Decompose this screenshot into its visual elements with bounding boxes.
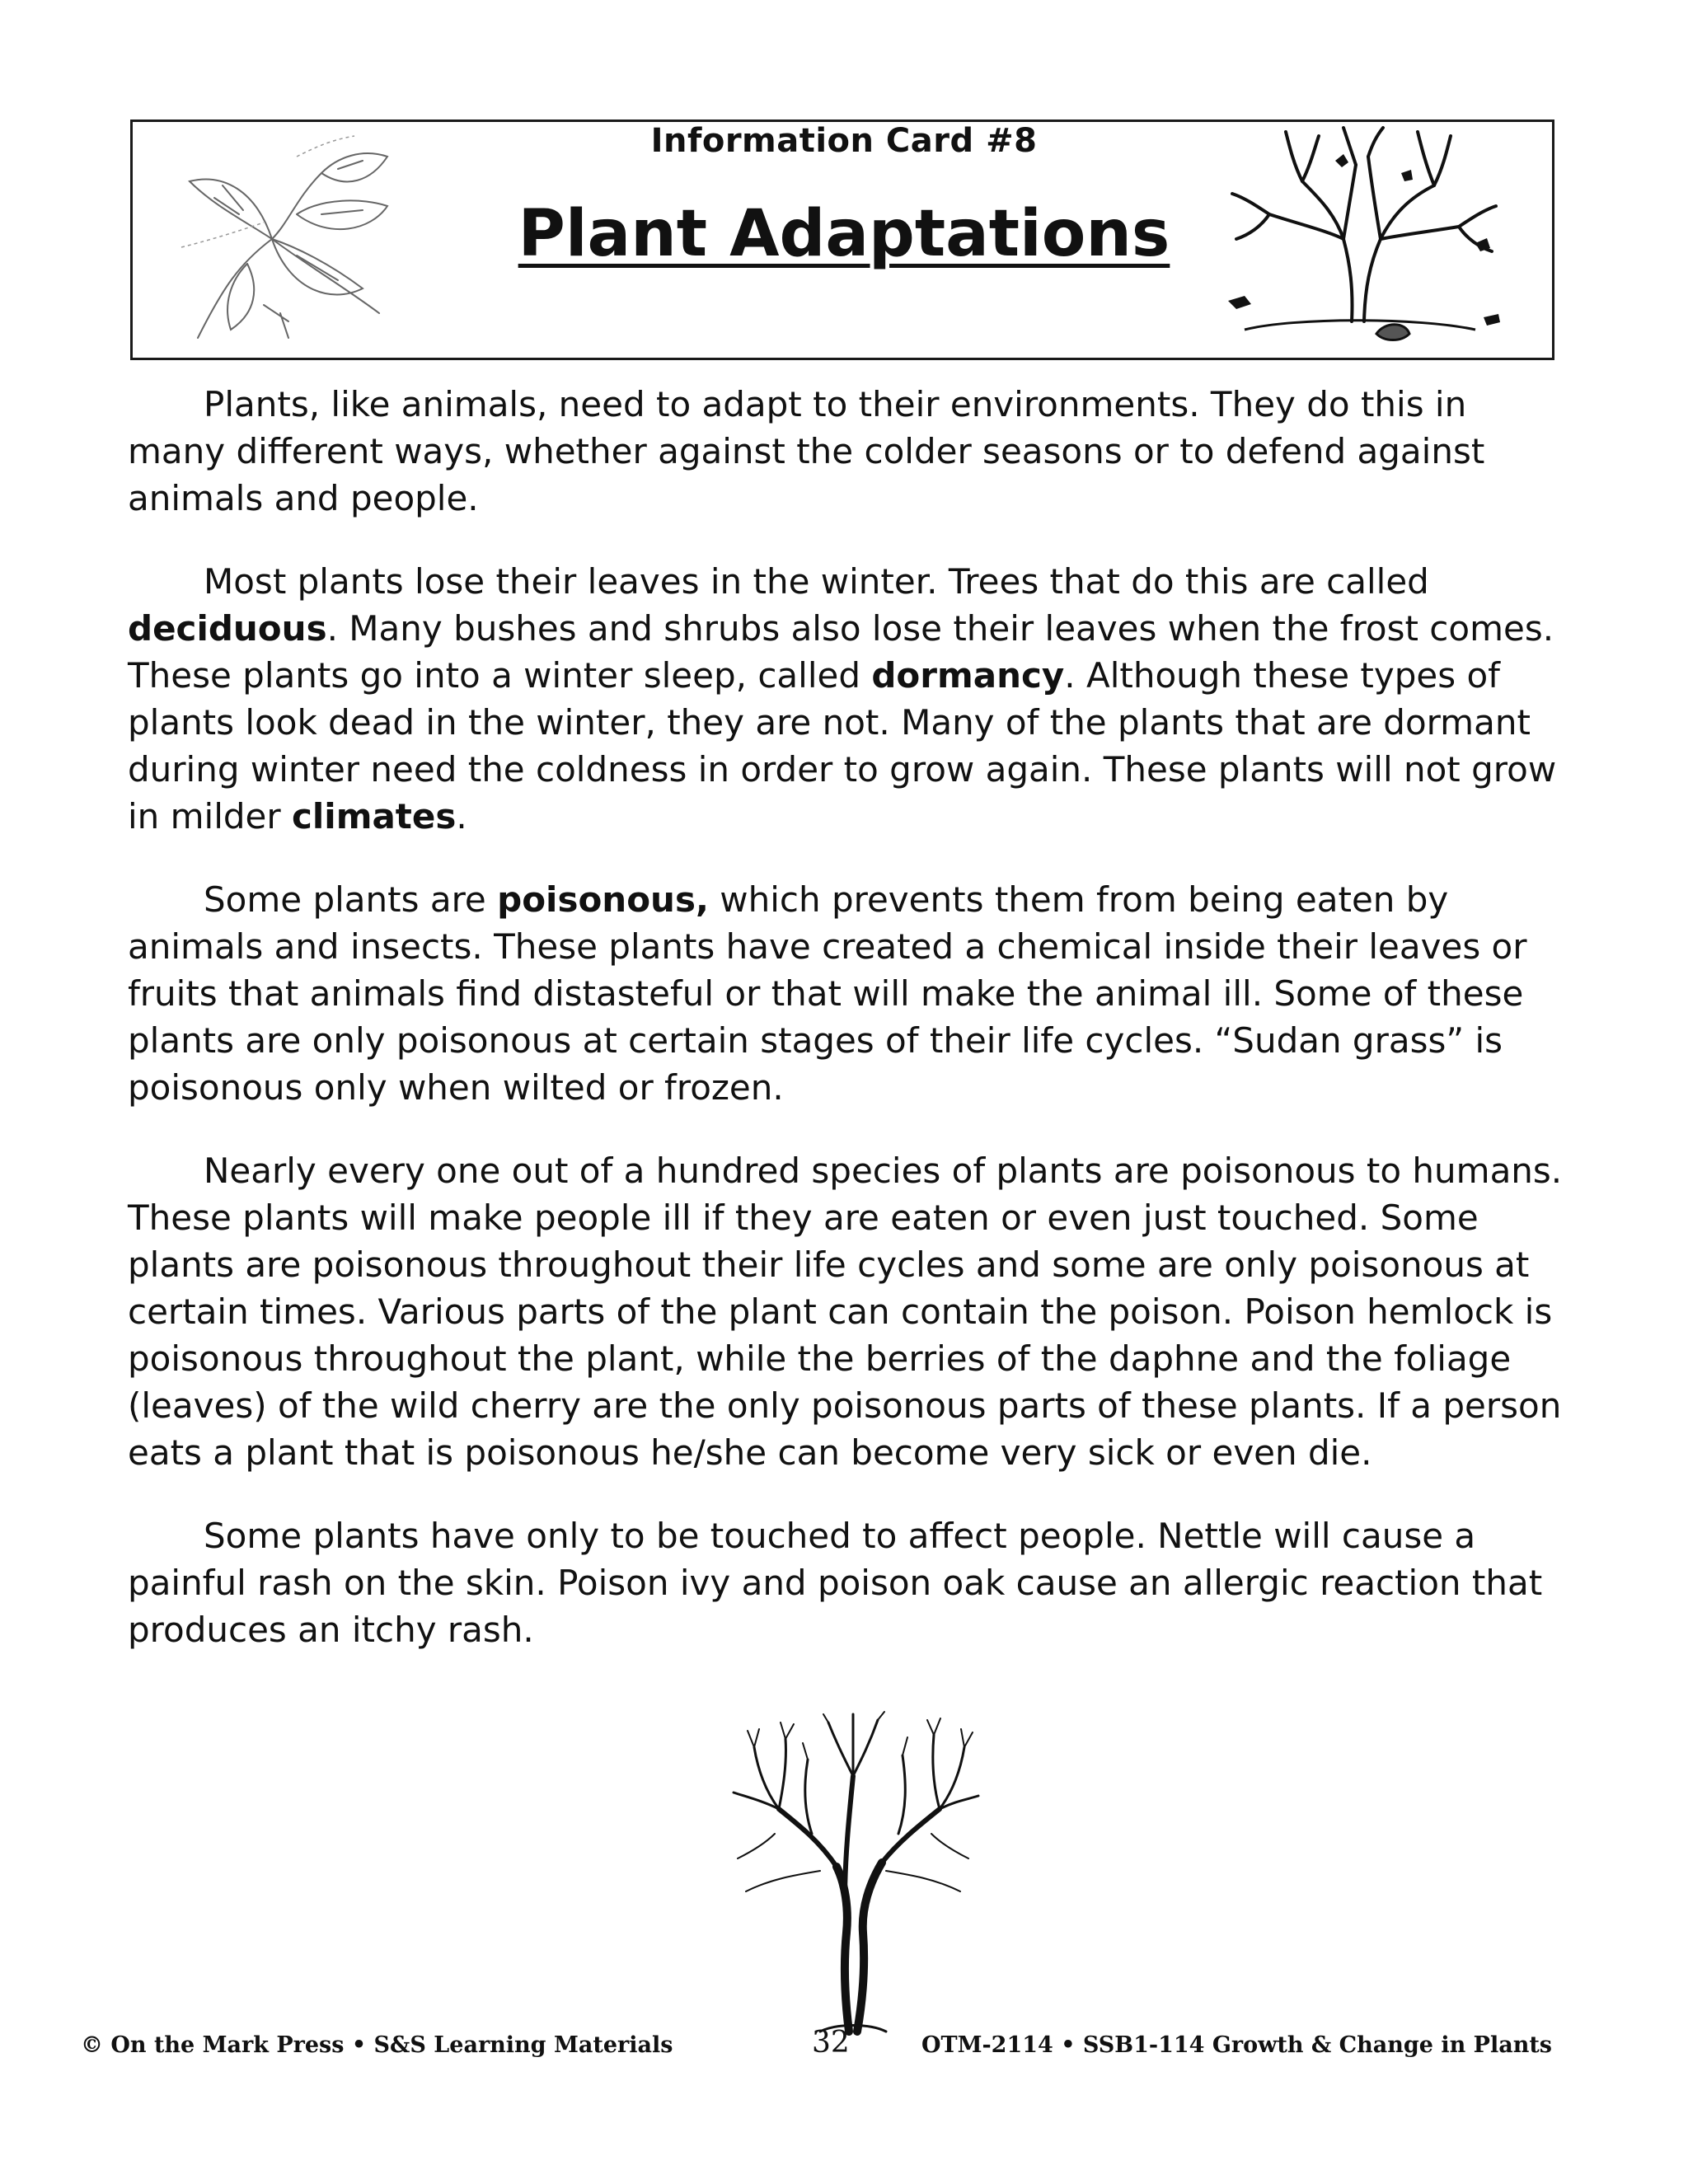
term-deciduous: deciduous	[128, 608, 327, 649]
article-body	[128, 381, 1566, 1690]
paragraph-5	[128, 1512, 1566, 1653]
bare-tree-icon	[721, 1710, 985, 2040]
paragraph-3-text-b: which prevents them from being eaten by animals and insects. These plants have created a chemical inside their leaves or fruits that animals find distasteful or that will make the animal ill. Some of these plants are only poisonous at certain stages of their life cycles. “Sudan grass” is poisonous only when wilted or frozen.	[128, 879, 1527, 1108]
paragraph-2-text-d: .	[456, 796, 467, 837]
term-dormancy: dormancy	[871, 655, 1065, 696]
footer-page-number: 32	[812, 2026, 850, 2060]
paragraph-2-text-b: . Many bushes and shrubs also lose their leaves when the frost comes. These plants go into a winter sleep, called	[128, 608, 1554, 696]
footer-product-code: OTM-2114 • SSB1-114 Growth & Change in Plants	[921, 2032, 1552, 2058]
paragraph-4-text: Nearly every one out of a hundred species of plants are poisonous to humans. These plants will make people ill if they are eaten or even just touched. Some plants are poisonous throughout their life cycles and some are only poisonous at certain times. Various parts of the plant can contain the poison. Poison hemlock is poisonous throughout the plant, while the berries of the daphne and the foliage (leaves) of the wild cherry are the only poisonous parts of these plants. If a person eats a plant that is poisonous he/she can become very sick or even die.	[128, 1151, 1563, 1473]
paragraph-5-text: Some plants have only to be touched to affect people. Nettle will cause a painful rash on the skin. Poison ivy and poison oak cause an allergic reaction that produces an itchy rash.	[128, 1516, 1543, 1650]
term-climates: climates	[292, 796, 457, 837]
paragraph-2	[128, 558, 1566, 840]
paragraph-3	[128, 876, 1566, 1111]
paragraph-3-text-a: Some plants are	[204, 879, 498, 920]
footer-publisher: © On the Mark Press • S&S Learning Materials	[81, 2032, 673, 2058]
paragraph-1	[128, 381, 1566, 522]
paragraph-4	[128, 1147, 1566, 1476]
paragraph-2-text-a: Most plants lose their leaves in the winter. Trees that do this are called	[204, 561, 1429, 602]
paragraph-1-text: Plants, like animals, need to adapt to their environments. They do this in many different ways, whether against the colder seasons or to defend against animals and people.	[128, 384, 1485, 518]
title-text: Plant Adaptations	[518, 197, 1170, 271]
card-number: Information Card #8	[650, 122, 1038, 160]
term-poisonous: poisonous,	[497, 879, 709, 920]
page-title	[0, 197, 1688, 271]
paragraph-2-text-c: . Although these types of plants look dead in the winter, they are not. Many of the plants that are dormant during winter need the coldness in order to grow again. These plants will not grow in milder	[128, 655, 1557, 837]
